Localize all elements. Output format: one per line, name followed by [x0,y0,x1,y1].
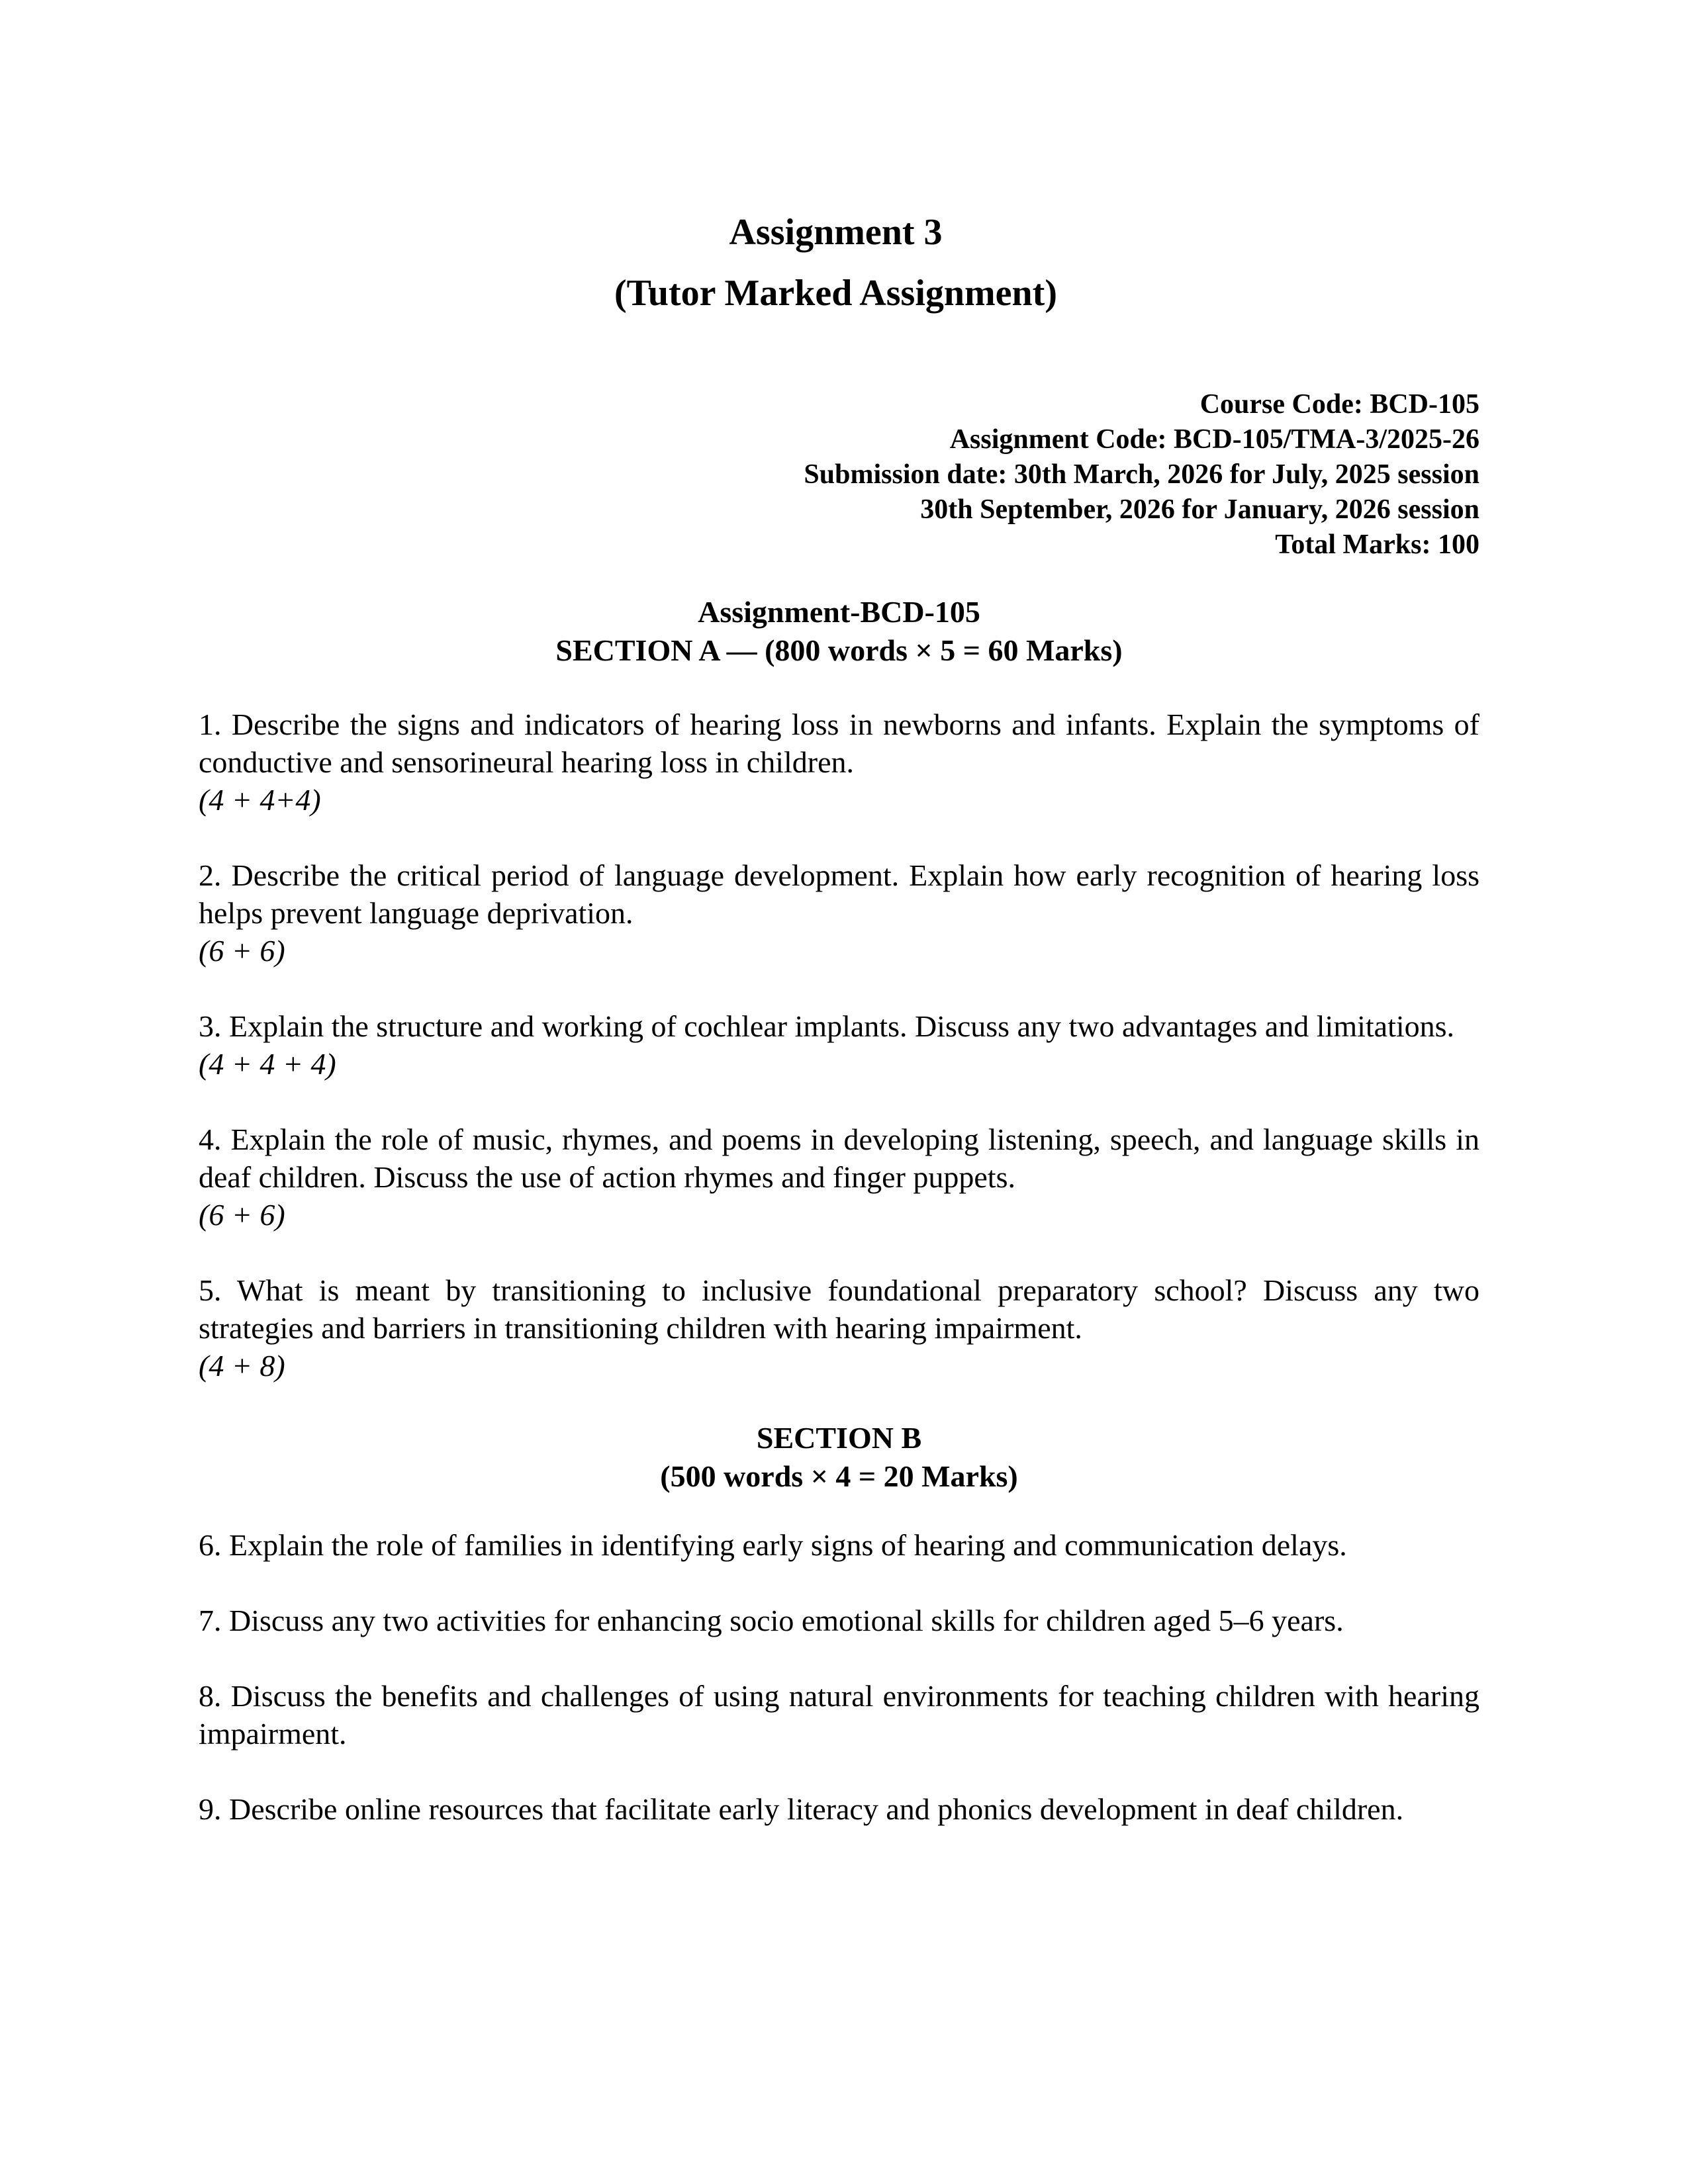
section-a-heading [199,593,1479,670]
question-text: 8. Discuss the benefits and challenges of using natural environments for teaching children with hearing impairment. [199,1679,1479,1751]
question-9 [199,1790,1479,1828]
assignment-subject-title: Assignment-BCD-105 [698,595,980,629]
section-a-questions [199,705,1479,1385]
title-block [192,202,1479,324]
question-text: 9. Describe online resources that facilitate early literacy and phonics development in deaf children. [199,1792,1404,1826]
document-title: Assignment 3 [729,212,943,253]
section-b-subtitle: (500 words × 4 = 20 Marks) [660,1459,1018,1493]
question-6 [199,1526,1479,1564]
question-text: 4. Explain the role of music, rhymes, and poems in developing listening, speech, and language skills in deaf children. Discuss the use of action rhymes and finger puppets. [199,1122,1479,1194]
question-4 [199,1120,1479,1234]
document-subtitle: (Tutor Marked Assignment) [614,273,1057,314]
assignment-meta [199,387,1479,563]
question-3 [199,1007,1479,1083]
question-text: 2. Describe the critical period of language development. Explain how early recognition of hearing loss helps prevent language deprivation. [199,858,1479,930]
question-text: 5. What is meant by transitioning to inclusive foundational preparatory school? Discuss any two strategies and barriers in transitioning children with hearing impairment. [199,1273,1479,1345]
section-b-title: SECTION B [756,1421,922,1455]
question-text: 3. Explain the structure and working of cochlear implants. Discuss any two advantages and limitations. [199,1009,1455,1043]
question-marks: (4 + 4+4) [199,783,321,817]
question-marks: (4 + 8) [199,1349,285,1383]
question-1 [199,705,1479,819]
question-text: 6. Explain the role of families in identifying early signs of hearing and communication delays. [199,1528,1347,1562]
question-marks: (6 + 6) [199,934,285,968]
assignment-code: Assignment Code: BCD-105/TMA-3/2025-26 [949,424,1479,455]
question-text: 7. Discuss any two activities for enhancing socio emotional skills for children aged 5–6 years. [199,1604,1344,1637]
question-8 [199,1677,1479,1752]
question-marks: (6 + 6) [199,1198,285,1232]
question-5 [199,1271,1479,1385]
course-code: Course Code: BCD-105 [1199,389,1479,420]
section-b-questions [199,1526,1479,1828]
question-7 [199,1602,1479,1639]
document-page [199,202,1479,1828]
submission-date: Submission date: 30th March, 2026 for July, 2025 session [804,459,1479,490]
question-text: 1. Describe the signs and indicators of hearing loss in newborns and infants. Explain the symptoms of conductive and sensorineural hearing loss in children. [199,707,1479,779]
total-marks: Total Marks: 100 [1275,529,1479,560]
section-b-heading [199,1419,1479,1496]
section-a-title: SECTION A — (800 words × 5 = 60 Marks) [555,633,1123,667]
question-2 [199,856,1479,970]
submission-date-alt: 30th September, 2026 for January, 2026 session [920,494,1479,525]
question-marks: (4 + 4 + 4) [199,1047,336,1081]
